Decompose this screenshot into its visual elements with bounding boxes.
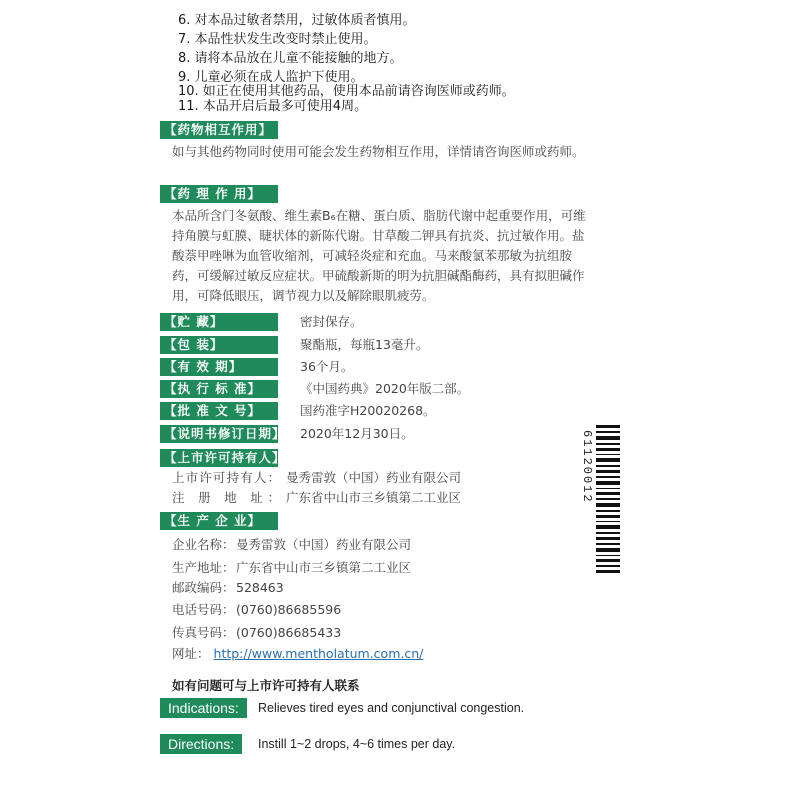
mah-address-row [172, 489, 461, 507]
website-link[interactable]: http://www.mentholatum.com.cn/ [213, 646, 424, 661]
mfr-name-value: 曼秀雷敦（中国）药业有限公司 [236, 537, 412, 552]
mfr-postcode-value: 528463 [236, 580, 284, 595]
interactions-header: 【药物相互作用】 [160, 121, 278, 139]
mah-holder-value: 曼秀雷敦（中国）药业有限公司 [286, 470, 462, 485]
field-revision-value: 2020年12月30日。 [300, 426, 414, 441]
indications-text: Relieves tired eyes and conjunctival congestion. [258, 701, 525, 715]
notice-8: 8. 请将本品放在儿童不能接触的地方。 [178, 51, 403, 66]
field-validity-label: 【有 效 期】 [160, 358, 278, 376]
field-storage-value: 密封保存。 [300, 314, 363, 329]
mfr-phone-key: 电话号码： [172, 602, 235, 617]
mah-holder-row [172, 469, 461, 487]
mfr-fax-row [172, 624, 341, 642]
pharmacology-text: 本品所含门冬氨酸、维生素B₆在糖、蛋白质、脂肪代谢中起重要作用，可维持角膜与虹膜、睫状体的新陈代谢。甘草酸二钾具有抗炎、抗过敏作用。盐酸萘甲唑啉为血管收缩剂，可减轻炎症和充血。马来酸氯苯那敏为抗组胺药，可缓解过敏反应症状。甲硫酸新斯的明为抗胆碱酯酶药，具有拟胆碱作用，可降低眼压，调节视力以及解除眼肌疲劳。 [172, 208, 586, 303]
indications-label: Indications: [160, 698, 247, 718]
barcode-icon [596, 425, 620, 573]
field-approval-value: 国药准字H20020268。 [300, 403, 436, 418]
field-revision-label: 【说明书修订日期】 [160, 425, 278, 443]
mfr-fax-value: (0760)86685433 [236, 625, 342, 640]
mah-address-key: 注 册 地 址： [172, 490, 280, 505]
mah-holder-key: 上市许可持有人： [172, 470, 280, 485]
mah-header: 【上市许可持有人】 [160, 449, 278, 467]
mah-address-value: 广东省中山市三乡镇第二工业区 [286, 490, 462, 505]
mfr-phone-row [172, 601, 341, 619]
field-approval-label: 【批 准 文 号】 [160, 402, 278, 420]
mfr-phone-value: (0760)86685596 [236, 602, 342, 617]
mfr-website-key: 网址： [172, 646, 210, 661]
field-storage-label: 【贮 藏】 [160, 313, 278, 331]
mfr-postcode-key: 邮政编码： [172, 580, 235, 595]
field-package-value: 聚酯瓶，每瓶13毫升。 [300, 337, 429, 352]
mfr-postcode-row [172, 579, 284, 597]
barcode-number: 61120012 [580, 430, 594, 504]
contact-note: 如有问题可与上市许可持有人联系 [172, 678, 360, 693]
directions-text: Instill 1~2 drops, 4~6 times per day. [258, 737, 456, 751]
field-validity-value: 36个月。 [300, 359, 354, 374]
notice-11: 11. 本品开启后最多可使用4周。 [178, 99, 368, 114]
pharmacology-header: 【药 理 作 用】 [160, 185, 278, 203]
field-package-label: 【包 装】 [160, 336, 278, 354]
notice-7: 7. 本品性状发生改变时禁止使用。 [178, 32, 377, 47]
mfr-address-key: 生产地址： [172, 560, 235, 575]
mfr-name-row [172, 536, 411, 554]
mfr-fax-key: 传真号码： [172, 625, 235, 640]
mfr-address-row [172, 559, 411, 577]
notice-10: 10. 如正在使用其他药品，使用本品前请咨询医师或药师。 [178, 84, 515, 99]
field-standard-label: 【执 行 标 准】 [160, 380, 278, 398]
mfr-address-value: 广东省中山市三乡镇第二工业区 [236, 560, 412, 575]
interactions-text: 如与其他药物同时使用可能会发生药物相互作用，详情请咨询医师或药师。 [172, 144, 585, 159]
mfr-website-row [172, 645, 423, 663]
directions-label: Directions: [160, 734, 242, 754]
notice-6: 6. 对本品过敏者禁用，过敏体质者慎用。 [178, 13, 416, 28]
field-standard-value: 《中国药典》2020年版二部。 [300, 381, 470, 396]
manufacturer-header: 【生 产 企 业】 [160, 512, 278, 530]
mfr-name-key: 企业名称： [172, 537, 235, 552]
notice-9: 9. 儿童必须在成人监护下使用。 [178, 70, 364, 85]
